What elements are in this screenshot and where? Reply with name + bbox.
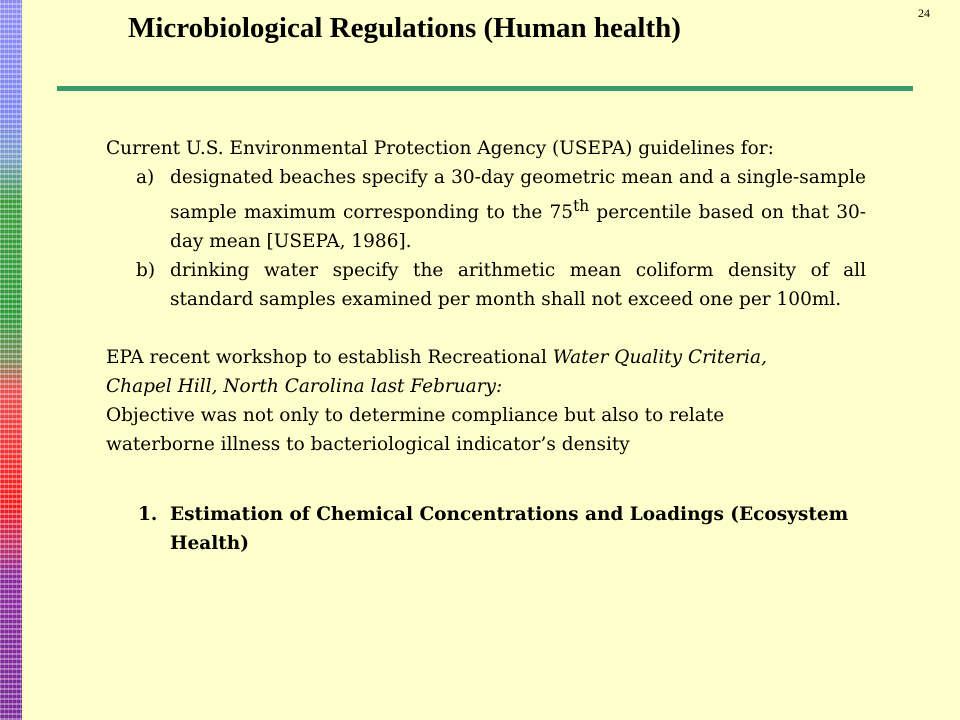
guidelines-intro: Current U.S. Environmental Protection Agency (USEPA) guidelines for:: [106, 138, 774, 159]
slide-body: [106, 134, 866, 459]
list-item-drinking-water: [106, 256, 866, 314]
workshop-criteria-italic: Water Quality Criteria,: [552, 347, 767, 369]
decorative-side-strip: [0, 0, 22, 720]
title-underline-rule: [57, 86, 913, 91]
guidelines-list: [106, 163, 866, 314]
objective-line-1: Objective was not only to determine compliance but also to relate: [106, 405, 725, 427]
section-number: 1.: [138, 504, 158, 525]
page-number: 24: [918, 6, 930, 20]
workshop-line-2: Chapel Hill, North Carolina last February:: [106, 376, 503, 398]
workshop-line-1: [106, 343, 866, 372]
beaches-text-part2: percentile based on that 30-day mean [USEPA, 1986].: [170, 202, 866, 253]
workshop-text: EPA recent workshop to establish Recreational: [106, 347, 553, 369]
section-heading-text: Estimation of Chemical Concentrations and Loadings (Ecosystem Health): [170, 504, 849, 554]
superscript-th: th: [573, 197, 590, 215]
list-marker-b: b): [136, 260, 156, 282]
paragraph-spacer: [106, 314, 866, 343]
objective-line-2: waterborne illness to bacteriological indicator’s density: [106, 434, 630, 456]
section-heading: [138, 500, 868, 558]
beaches-text-part1: designated beaches specify a 30-day geometric mean and a single-sample sample maximum corresponding to the 75: [170, 167, 866, 224]
list-marker-a: a): [136, 167, 155, 188]
drinking-water-text: drinking water specify the arithmetic mean coliform density of all standard samples examined per month shall not exceed one per 100ml.: [170, 260, 866, 311]
list-item-beaches: [106, 163, 866, 256]
slide-title: Microbiological Regulations (Human health): [128, 12, 681, 44]
